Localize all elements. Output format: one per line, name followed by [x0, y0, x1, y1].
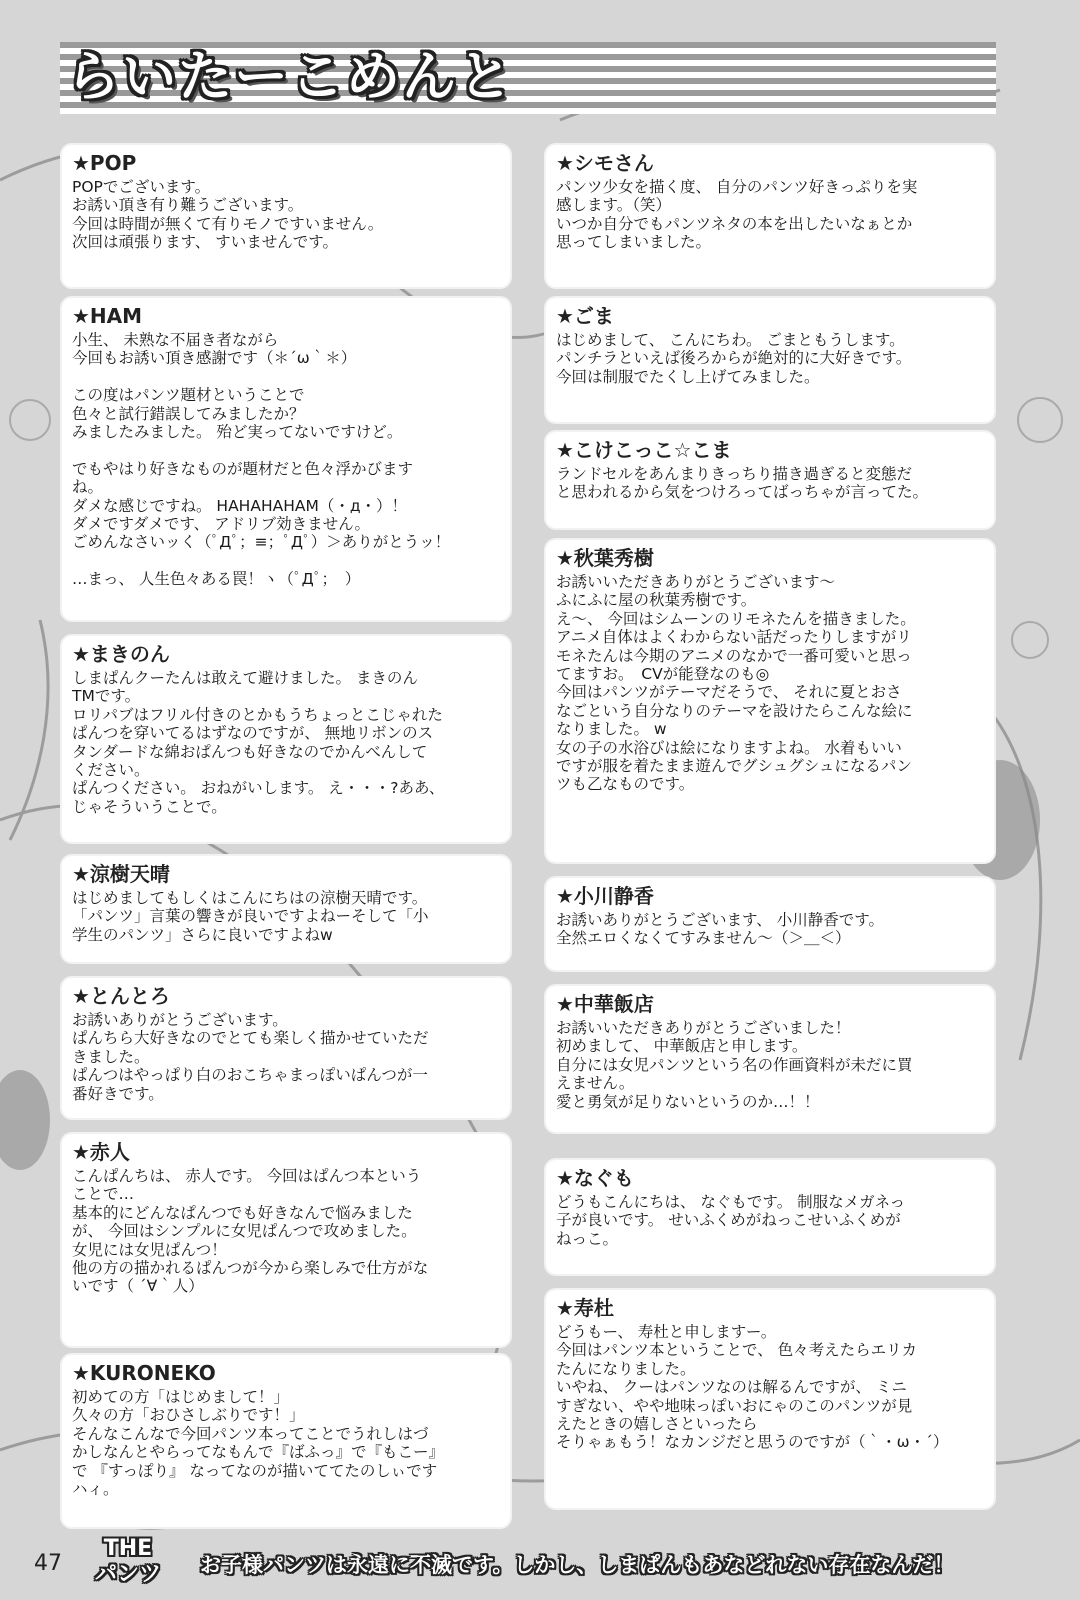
comment-text: お誘いありがとうございます。 ぱんちら大好きなのでとても楽しく描かせていただ きました。 ぱんつはやっぱり白のおこちゃまっぽいぱんつが一 番好きです。 [72, 1011, 429, 1103]
comment-text: ランドセルをあんまりきっちり描き過ぎると変態だ と思われるから気をつけろってばっちゃが言ってた。 [556, 465, 929, 502]
comment-text: どうもこんにちは、 なぐもです。 制服なメガネっ 子が良いです。 せいふくめがねっこせいふくめが ねっこ。 [556, 1193, 905, 1248]
comment-box-ogawa-shizuka [546, 878, 994, 970]
page-title: らいたーこめんと [66, 45, 514, 108]
comment-text: お誘いありがとうございます、 小川静香です。 全然エロくなくてすみません～（＞＿＜） [556, 911, 884, 948]
title-banner [60, 42, 996, 114]
logo-line-2: パンツ [94, 1562, 161, 1587]
comment-box-chuka-hanten [546, 986, 994, 1132]
comment-box-kokekokko-koma [546, 432, 994, 528]
comment-text: パンツ少女を描く度、 自分のパンツ好きっぷりを実 感します。（笑） いつか自分でもパンツネタの本を出したいなぁとか 思ってしまいました。 [556, 178, 918, 252]
comment-text: こんぱんちは、 赤人です。 今回はぱんつ本という ことで… 基本的にどんなぱんつでも好きなんで悩みました が、 今回はシンプルに女児ぱんつで攻めました。 女児には女児ぱんつ！ 他の方の描かれるぱんつが今から楽しみで仕方がな いです（ ´∀｀人） [72, 1167, 429, 1296]
comment-text: お誘いいただきありがとうございました！ 初めまして、 中華飯店と申します。 自分には女児パンツという名の作画資料が未だに買 えません。 愛と勇気が足りないというのか…！！ [556, 1019, 913, 1111]
comment-author: ★HAM [72, 304, 143, 328]
comment-box-akahito [62, 1134, 510, 1346]
comment-box-suzuki-tensei [62, 856, 510, 962]
comment-text: しまぱんクーたんは敢えて避けました。 まきのん TMです。 ロリパブはフリル付きのとかもうちょっとこじゃれた ぱんつを穿いてるはずなのですが、 無地リボンのス タンダードな綿おぱんつも好きなのでかんべんして ください。 ぱんつください。 おねがいします。 え・・・?ああ、 じゃそういうことで。 [72, 669, 445, 816]
comment-box-ham [62, 298, 510, 620]
comment-box-akiba-hideki [546, 540, 994, 862]
comment-author: ★まきのん [72, 642, 170, 666]
comment-author: ★こけこっこ☆こま [556, 438, 732, 462]
comment-box-nagumo [546, 1160, 994, 1274]
comment-text: どうもー、 寿杜と申しますー。 今回はパンツ本ということで、 色々考えたらエリカ たんになりました。 いやね、 クーはパンツなのは解るんですが、 ミニ すぎない、やや地味っぽいおにゃのこのパンツが見 えたときの嬉しさといったら そりゃぁもう！なカンジだと思うのですが（｀・ω・´） [556, 1323, 949, 1452]
footer-tagline: お子様パンツは永遠に不滅です。しかし、しまぱんもあなどれない存在なんだ！ [200, 1553, 955, 1577]
comment-author: ★秋葉秀樹 [556, 546, 654, 570]
comment-author: ★なぐも [556, 1166, 634, 1190]
comment-text: 初めての方「はじめまして！」 久々の方「おひさしぶりです！」 そんなこんなで今回パンツ本ってことでうれしはづ かしなんとやらってなもんで『ばふっ』で『もこー』 で 『すっぽり』 なってなのが描いててたのしぃです ハィ。 [72, 1388, 445, 1499]
comment-author: ★涼樹天晴 [72, 862, 170, 886]
comment-box-tontoro [62, 978, 510, 1118]
comment-author: ★とんとろ [72, 984, 170, 1008]
comment-text: 小生、 未熟な不届き者ながら 今回もお誘い頂き感謝です（＊´ω｀＊） この度はパンツ題材ということで 色々と試行錯誤してみましたか？ みましたみました。 殆ど実ってないですけど。 でもやはり好きなものが題材だと色々浮かびます ね。 ダメな感じですね。 HAHAHAHAM（・д・）！ ダメですダメです、 アドリブ効きません。 ごめんなさいッく（ﾟДﾟ；≡；ﾟДﾟ）＞ありがとうッ！ …まっ、 人生色々ある罠！ヽ（ﾟДﾟ； ） [72, 331, 451, 589]
comment-box-makinon [62, 636, 510, 842]
comment-author: ★中華飯店 [556, 992, 654, 1016]
comment-author: ★赤人 [72, 1140, 130, 1164]
comment-author: ★KURONEKO [72, 1361, 216, 1385]
comment-author: ★POP [72, 151, 137, 175]
comment-box-kotobuki-mori [546, 1290, 994, 1508]
comment-box-goma [546, 298, 994, 422]
comment-text: お誘いいただきありがとうございます～ ふにふに屋の秋葉秀樹です。 え～、 今回はシムーンのリモネたんを描きました。 アニメ自体はよくわからない話だったりしますがリ モネたんは今期のアニメのなかで一番可愛いと思っ てますお。 CVが能登なのも◎ 今回はパンツがテーマだそうで、 それに夏とおさ なごという自分なりのテーマを設けたらこんな絵に なりました。 w 女の子の水浴びは絵になりますよね。 水着もいい ですが服を着たまま遊んでグシュグシュになるパン ツも乙なものです。 [556, 573, 916, 794]
the-pantsu-logo [88, 1536, 168, 1592]
comment-author: ★寿杜 [556, 1296, 614, 1320]
comment-box-shimo-san [546, 145, 994, 287]
comment-box-kuroneko [62, 1355, 510, 1527]
logo-line-1: THE [103, 1536, 153, 1561]
comment-box-pop [62, 145, 510, 287]
comment-author: ★小川静香 [556, 884, 654, 908]
comment-text: はじめましてもしくはこんにちはの涼樹天晴です。 「パンツ」言葉の響きが良いですよねーそして「小 学生のパンツ」さらに良いですよねw [72, 889, 429, 944]
page-number: 47 [34, 1551, 62, 1576]
comment-text: POPでございます。 お誘い頂き有り難うございます。 今回は時間が無くて有りモノですいません。 次回は頑張ります、 すいませんです。 [72, 178, 384, 252]
comment-author: ★シモさん [556, 151, 654, 175]
comment-author: ★ごま [556, 304, 614, 328]
comment-text: はじめまして、 こんにちわ。 ごまともうします。 パンチラといえば後ろからが絶対的に大好きです。 今回は制服でたくし上げてみました。 [556, 331, 912, 386]
